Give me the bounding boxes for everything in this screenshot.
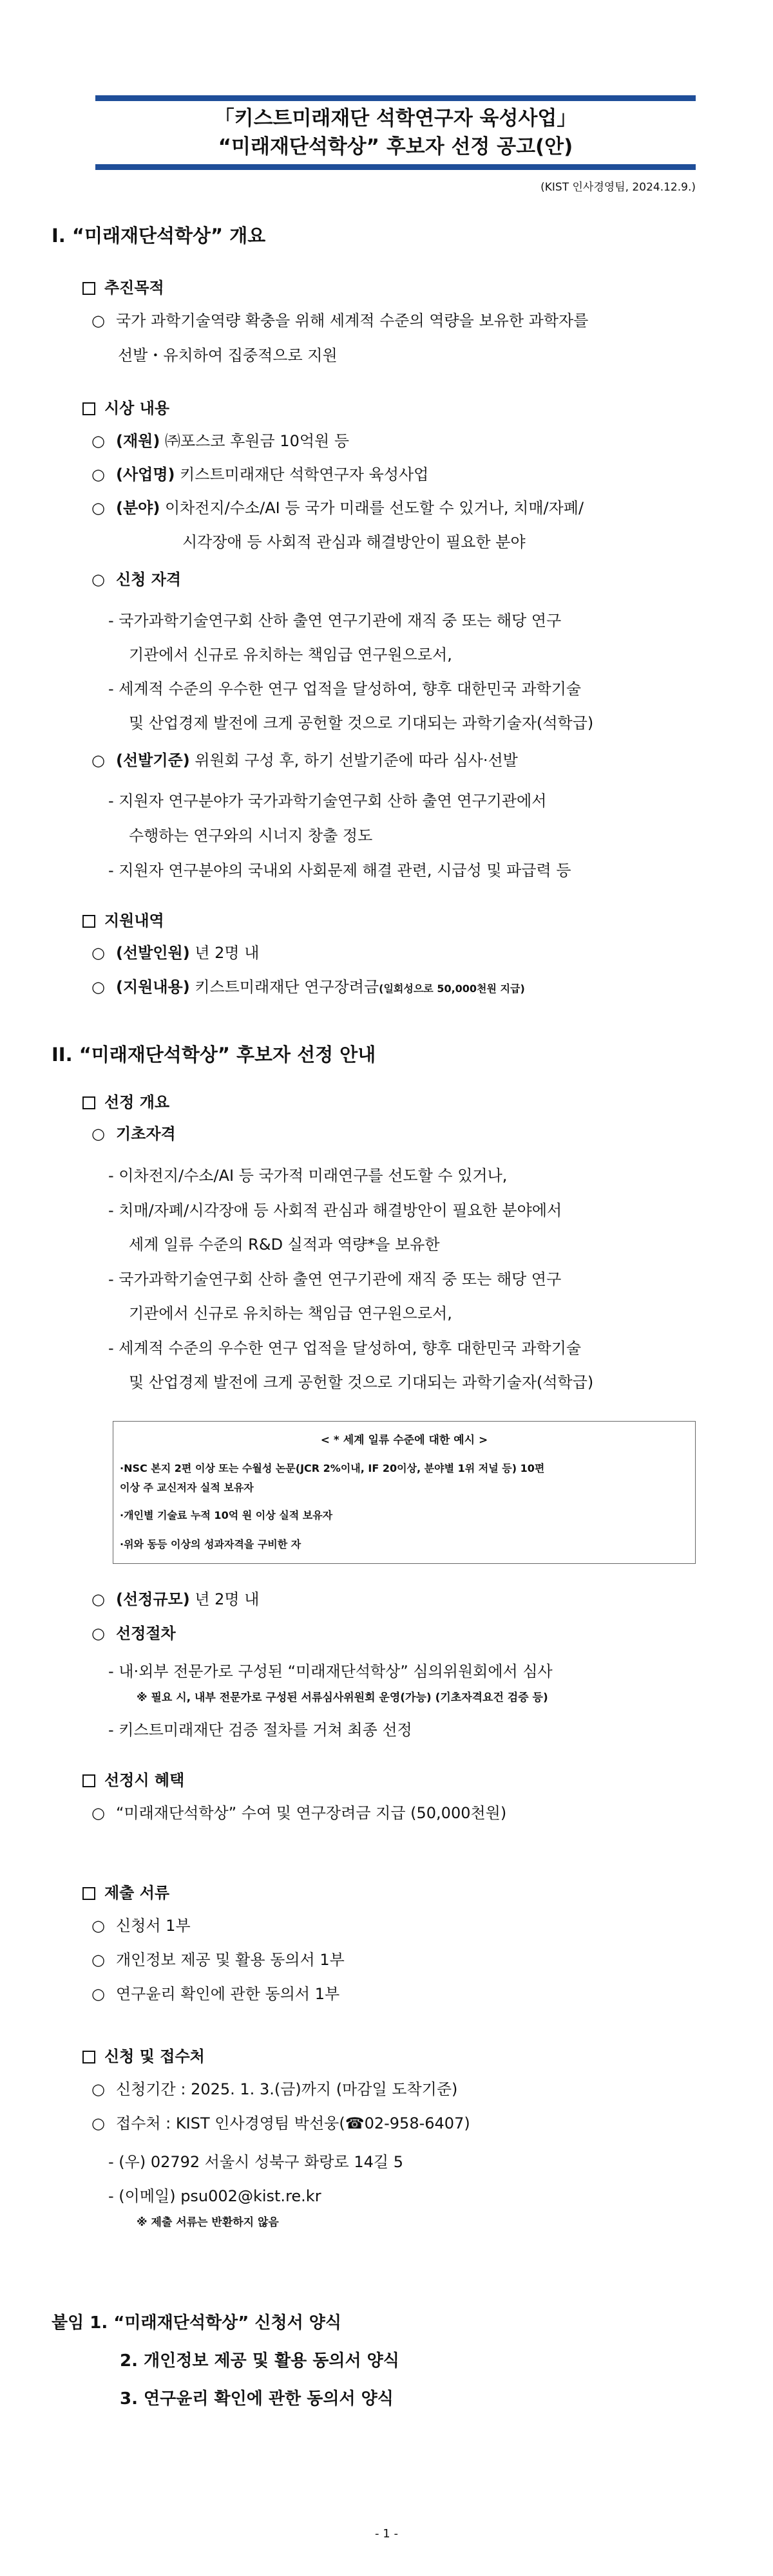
circle-bullet-icon: ○ bbox=[91, 1985, 105, 2003]
circle-bullet-icon: ○ bbox=[91, 1624, 105, 1642]
criteria-1-cont: 수행하는 연구와의 시너지 창출 정도 bbox=[129, 827, 373, 845]
doc-item-1: ○ 신청서 1부 bbox=[91, 1913, 191, 1939]
apply-office: ○ 접수처 : KIST 인사경영팀 박선웅(☎02-958-6407) bbox=[91, 2111, 470, 2136]
circle-bullet-icon: ○ bbox=[91, 465, 105, 484]
example-title: < * 세계 일류 수준에 대한 예시 > bbox=[320, 1434, 488, 1447]
selection-count-item: ○ (선발인원) 년 2명 내 bbox=[91, 940, 259, 966]
doc-item-3: ○ 연구윤리 확인에 관한 동의서 1부 bbox=[91, 1981, 339, 2007]
circle-bullet-icon: ○ bbox=[91, 1125, 105, 1143]
square-bullet-icon bbox=[82, 915, 95, 928]
square-bullet-icon bbox=[82, 402, 95, 415]
doc-item-2: ○ 개인정보 제공 및 활용 동의서 1부 bbox=[91, 1947, 345, 1973]
section-2-title: II. “미래재단석학상” 후보자 선정 안내 bbox=[52, 1044, 376, 1066]
apply-note: ※ 제출 서류는 반환하지 않음 bbox=[137, 2216, 279, 2229]
circle-bullet-icon: ○ bbox=[91, 978, 105, 996]
attachment-3: 3. 연구윤리 확인에 관한 동의서 양식 bbox=[120, 2389, 394, 2409]
criteria-1: - 지원자 연구분야가 국가과학기술연구회 산하 출연 연구기관에서 bbox=[108, 792, 547, 810]
benefit-heading: 선정시 혜택 bbox=[82, 1767, 184, 1790]
basic-3: - 국가과학기술연구회 산하 출연 연구기관에 재직 중 또는 해당 연구 bbox=[108, 1270, 562, 1288]
qual-1-cont: 기관에서 신규로 유치하는 책임급 연구원으로서, bbox=[129, 646, 452, 664]
doc-date: (KIST 인사경영팀, 2024.12.9.) bbox=[540, 181, 696, 194]
basic-3-cont: 기관에서 신규로 유치하는 책임급 연구원으로서, bbox=[129, 1304, 452, 1322]
qual-2-cont: 및 산업경제 발전에 크게 공헌할 것으로 기대되는 과학기술자(석학급) bbox=[129, 714, 594, 732]
support-content-item: ○ (지원내용) 키스트미래재단 연구장려금(일회성으로 50,000천원 지급) bbox=[91, 974, 525, 1002]
example-line-1: ·NSC 본지 2편 이상 또는 수월성 논문(JCR 2%이내, IF 20이상, 분야별 1위 저널 등) 10편 bbox=[120, 1462, 545, 1474]
field-item: ○ (분야) 이차전지/수소/AI 등 국가 미래를 선도할 수 있거나, 치매/자폐/ bbox=[91, 495, 584, 521]
support-note: (일회성으로 50,000천원 지급) bbox=[379, 982, 525, 995]
square-bullet-icon bbox=[82, 1887, 95, 1900]
title-top-rule bbox=[95, 95, 696, 101]
circle-bullet-icon: ○ bbox=[91, 432, 105, 450]
circle-bullet-icon: ○ bbox=[91, 570, 105, 588]
procedure-item: ○ 선정절차 bbox=[91, 1621, 176, 1646]
qual-2: - 세계적 수준의 우수한 연구 업적을 달성하여, 향후 대한민국 과학기술 bbox=[108, 680, 582, 698]
basic-2-cont: 세계 일류 수준의 R&D 실적과 역량*을 보유한 bbox=[129, 1236, 440, 1254]
basic-4-cont: 및 산업경제 발전에 크게 공헌할 것으로 기대되는 과학기술자(석학급) bbox=[129, 1373, 594, 1391]
attachment-2: 2. 개인정보 제공 및 활용 동의서 양식 bbox=[120, 2351, 399, 2371]
purpose-text: ○ 국가 과학기술역량 확충을 위해 세계적 수준의 역량을 보유한 과학자를 bbox=[91, 308, 588, 334]
purpose-text-cont: 선발・유치하여 집중적으로 지원 bbox=[118, 346, 338, 364]
circle-bullet-icon: ○ bbox=[91, 1951, 105, 1969]
example-box bbox=[113, 1421, 696, 1564]
procedure-2: - 키스트미래재단 검증 절차를 거쳐 최종 선정 bbox=[108, 1721, 412, 1739]
content-heading: 시상 내용 bbox=[82, 395, 169, 418]
circle-bullet-icon: ○ bbox=[91, 1917, 105, 1935]
purpose-heading: 추진목적 bbox=[82, 275, 164, 297]
qual-1: - 국가과학기술연구회 산하 출연 연구기관에 재직 중 또는 해당 연구 bbox=[108, 612, 562, 630]
docs-heading: 제출 서류 bbox=[82, 1880, 169, 1903]
fund-item: ○ (재원) ㈜포스코 후원금 10억원 등 bbox=[91, 428, 349, 454]
attachment-1: 붙임 1. “미래재단석학상” 신청서 양식 bbox=[52, 2313, 341, 2333]
doc-title-line2: “미래재단석학상” 후보자 선정 공고(안) bbox=[218, 135, 573, 158]
circle-bullet-icon: ○ bbox=[91, 1590, 105, 1608]
scale-item: ○ (선정규모) 년 2명 내 bbox=[91, 1586, 259, 1612]
example-line-2: ·개인별 기술료 누적 10억 원 이상 실적 보유자 bbox=[120, 1509, 333, 1521]
section-1-title: I. “미래재단석학상” 개요 bbox=[52, 225, 266, 247]
apply-email: - (이메일) psu002@kist.re.kr bbox=[108, 2187, 321, 2205]
apply-period: ○ 신청기간 : 2025. 1. 3.(금)까지 (마감일 도착기준) bbox=[91, 2076, 457, 2102]
basic-1: - 이차전지/수소/AI 등 국가적 미래연구를 선도할 수 있거나, bbox=[108, 1167, 508, 1185]
basic-4: - 세계적 수준의 우수한 연구 업적을 달성하여, 향후 대한민국 과학기술 bbox=[108, 1339, 582, 1357]
square-bullet-icon bbox=[82, 282, 95, 295]
circle-bullet-icon: ○ bbox=[91, 499, 105, 517]
biz-item: ○ (사업명) 키스트미래재단 석학연구자 육성사업 bbox=[91, 462, 428, 487]
square-bullet-icon bbox=[82, 2051, 95, 2064]
procedure-1: - 내·외부 전문가로 구성된 “미래재단석학상” 심의위원회에서 심사 bbox=[108, 1662, 553, 1680]
criteria-item: ○ (선발기준) 위원회 구성 후, 하기 선발기준에 따라 심사·선발 bbox=[91, 747, 518, 773]
circle-bullet-icon: ○ bbox=[91, 751, 105, 769]
circle-bullet-icon: ○ bbox=[91, 2080, 105, 2098]
circle-bullet-icon: ○ bbox=[91, 312, 105, 330]
qualification-item: ○ 신청 자격 bbox=[91, 567, 181, 592]
circle-bullet-icon: ○ bbox=[91, 1804, 105, 1822]
page-number: - 1 - bbox=[375, 2527, 398, 2541]
field-item-cont: 시각장애 등 사회적 관심과 해결방안이 필요한 분야 bbox=[182, 533, 526, 551]
basic-qual-item: ○ 기초자격 bbox=[91, 1121, 176, 1147]
square-bullet-icon bbox=[82, 1096, 95, 1109]
title-bottom-rule bbox=[95, 164, 696, 170]
support-heading: 지원내역 bbox=[82, 908, 164, 930]
square-bullet-icon bbox=[82, 1774, 95, 1787]
benefit-item: ○ “미래재단석학상” 수여 및 연구장려금 지급 (50,000천원) bbox=[91, 1800, 506, 1826]
procedure-note: ※ 필요 시, 내부 전문가로 구성된 서류심사위원회 운영(가능) (기초자격요건 검증 등) bbox=[137, 1691, 548, 1704]
circle-bullet-icon: ○ bbox=[91, 2114, 105, 2132]
circle-bullet-icon: ○ bbox=[91, 944, 105, 962]
example-line-1-cont: 이상 주 교신저자 실적 보유자 bbox=[120, 1481, 254, 1494]
basic-2: - 치매/자폐/시각장애 등 사회적 관심과 해결방안이 필요한 분야에서 bbox=[108, 1201, 562, 1219]
apply-heading: 신청 및 접수처 bbox=[82, 2044, 205, 2066]
criteria-2: - 지원자 연구분야의 국내외 사회문제 해결 관련, 시급성 및 파급력 등 bbox=[108, 861, 571, 879]
overview-heading: 선정 개요 bbox=[82, 1089, 169, 1112]
example-line-3: ·위와 동등 이상의 성과자격을 구비한 자 bbox=[120, 1538, 301, 1550]
apply-address: - (우) 02792 서울시 성북구 화랑로 14길 5 bbox=[108, 2153, 403, 2171]
doc-title-line1: 「키스트미래재단 석학연구자 육성사업」 bbox=[214, 107, 577, 130]
